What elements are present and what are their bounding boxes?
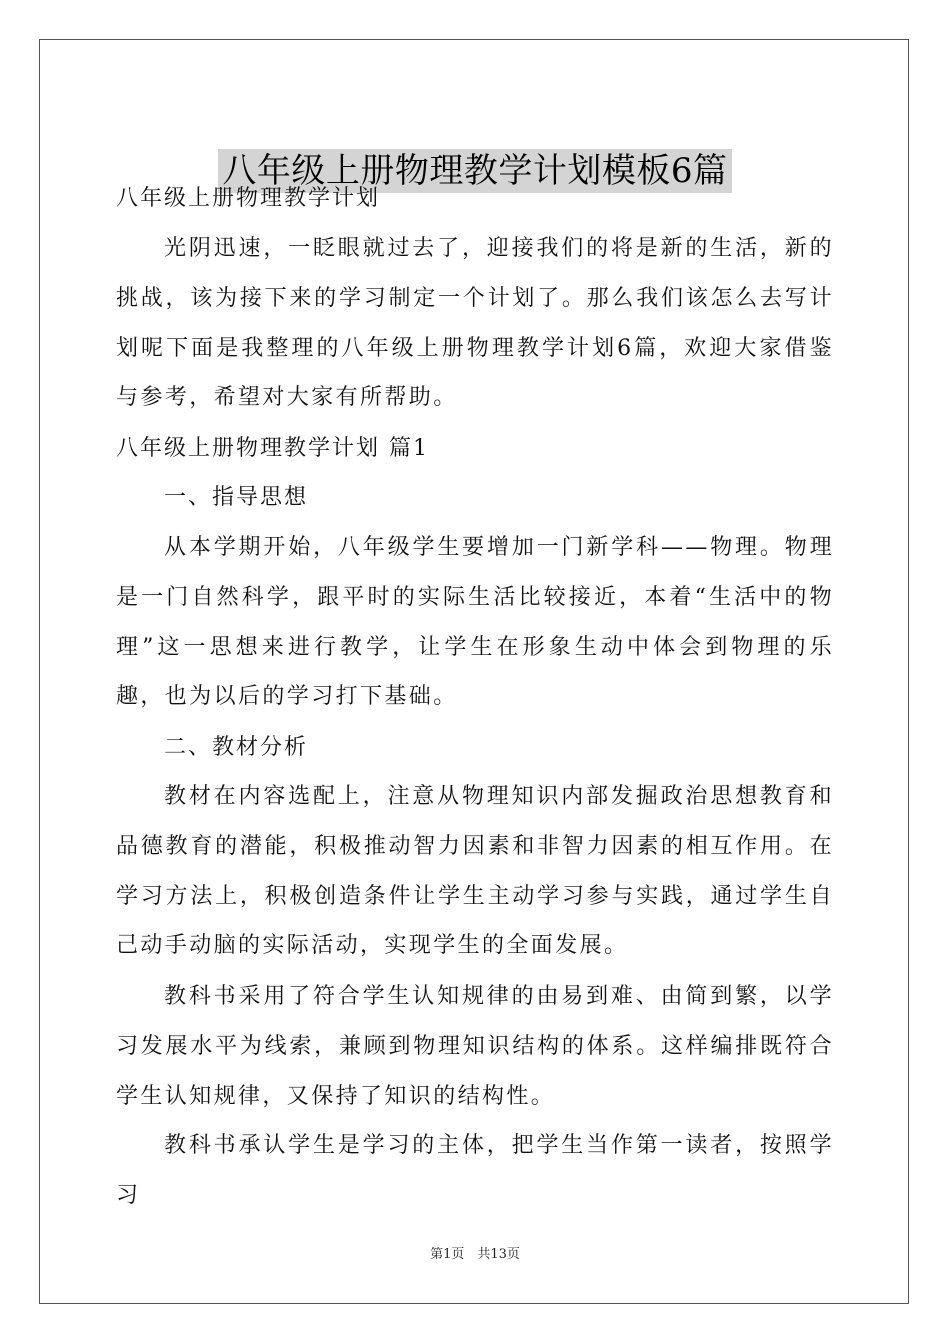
paragraph-textbook-structure: 教科书采用了符合学生认知规律的由易到难、由简到繁，以学习发展水平为线索，兼顾到物理知识结构的体系。这样编排既符合学生认知规律，又保持了知识的结构性。	[116, 984, 834, 1109]
paragraph-textbook-content: 教材在内容选配上，注意从物理知识内部发掘政治思想教育和品德教育的潜能，积极推动智力因素和非智力因素的相互作用。在学习方法上，积极创造条件让学生主动学习参与实践，通过学生自己动手动脑的实际活动，实现学生的全面发展。	[116, 784, 834, 959]
page-number: 第1页 共13页	[430, 1247, 520, 1262]
intro-paragraph: 光阴迅速，一眨眼就过去了，迎接我们的将是新的生活，新的挑战，该为接下来的学习制定一个计划了。那么我们该怎么去写计划呢下面是我整理的八年级上册物理教学计划6篇，欢迎大家借鉴与参考，希望对大家有所帮助。	[116, 236, 834, 411]
document-subtitle: 八年级上册物理教学计划	[116, 186, 381, 211]
section-title: 八年级上册物理教学计划 篇1	[116, 436, 429, 461]
heading-textbook-analysis: 二、教材分析	[164, 735, 309, 760]
document-title: 八年级上册物理教学计划模板6篇	[218, 149, 731, 193]
heading-guiding-thought: 一、指导思想	[164, 485, 309, 510]
paragraph-guiding-thought: 从本学期开始，八年级学生要增加一门新学科——物理。物理是一门自然科学，跟平时的实际生活比较接近，本着“生活中的物理”这一思想来进行教学，让学生在形象生动中体会到物理的乐趣，也为以后的学习打下基础。	[116, 535, 834, 710]
paragraph-textbook-learner: 教科书承认学生是学习的主体，把学生当作第一读者，按照学习	[116, 1133, 834, 1208]
